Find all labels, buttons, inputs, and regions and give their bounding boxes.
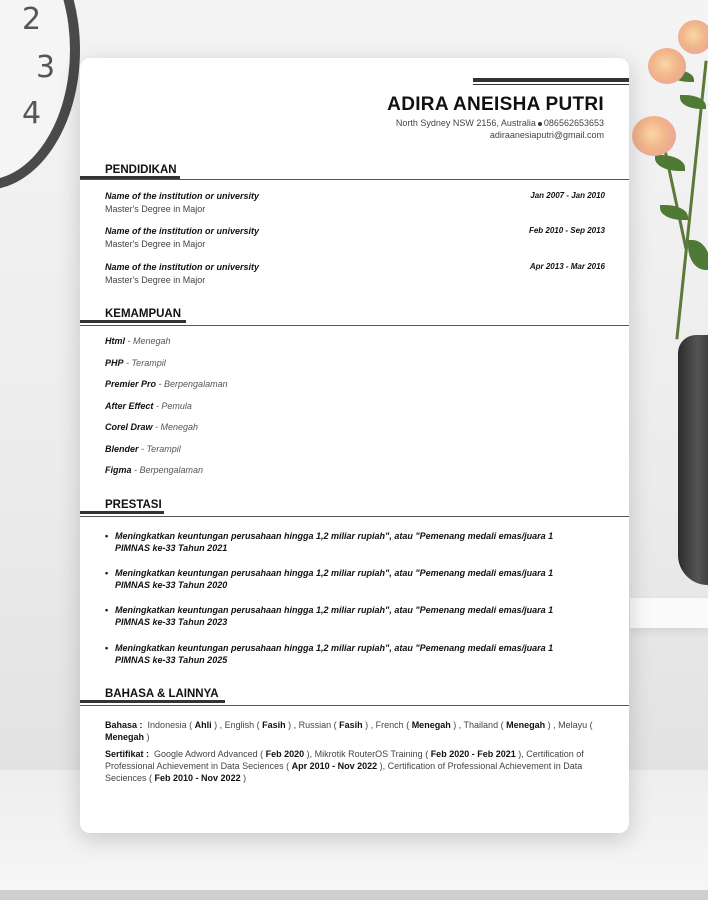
section-divider: [80, 705, 629, 706]
achievement-item: [105, 642, 595, 666]
degree: Master's Degree in Major: [105, 204, 206, 214]
clock-number: 3: [36, 50, 56, 85]
bullet-icon: •: [105, 531, 109, 541]
skill-separator: -: [123, 358, 132, 368]
education-item: [105, 191, 605, 214]
skill-item: [105, 401, 192, 411]
header-accent-bar: [473, 78, 629, 82]
section-underline: [80, 320, 186, 323]
certificates-label: Sertifikat :: [105, 749, 150, 759]
section-divider: [80, 179, 629, 180]
language-name: Melayu: [558, 720, 588, 730]
degree: Master's Degree in Major: [105, 275, 206, 285]
skill-level: Menegah: [160, 422, 199, 432]
certificate-date: Feb 2020 - Feb 2021: [430, 749, 516, 759]
contact-line: [396, 117, 604, 129]
section-title-skills: KEMAMPUAN: [105, 308, 182, 320]
education-date: Apr 2013 - Mar 2016: [529, 262, 605, 271]
skill-item: [105, 336, 171, 346]
skill-level: Menegah: [133, 336, 171, 346]
achievement-text: Meningkatkan keuntungan perusahaan hingga 1,2 miliar rupiah", atau "Pemenang medali emas/juara 1: [115, 568, 554, 578]
certificate-date: Apr 2010 - Nov 2022: [291, 761, 378, 771]
skill-name: PHP: [105, 358, 124, 368]
language-level: Fasih: [339, 720, 363, 730]
achievement-item: [105, 604, 595, 628]
language-name: Indonesia: [147, 720, 187, 730]
achievement-text: PIMNAS ke-33 Tahun 2025: [115, 655, 228, 665]
skill-separator: -: [156, 379, 165, 389]
certificate-name: Certification of Professional Achievement in Data Seciences: [105, 761, 583, 783]
clock-number: 4: [22, 96, 42, 131]
skill-name: Blender: [105, 444, 139, 454]
education-date: Feb 2010 - Sep 2013: [528, 226, 605, 235]
skill-name: Html: [105, 336, 125, 346]
language-name: English: [224, 720, 255, 730]
achievement-text: Meningkatkan keuntungan perusahaan hingga 1,2 miliar rupiah", atau "Pemenang medali emas/juara 1: [115, 605, 554, 615]
certificate-name: Google Adword Advanced: [154, 749, 258, 759]
section-title-education: PENDIDIKAN: [105, 164, 177, 176]
skill-item: [105, 465, 203, 475]
address: North Sydney NSW 2156, Australia: [395, 118, 536, 128]
contact-info: [396, 117, 604, 141]
certificate-name: Mikrotik RouterOS Training: [314, 749, 423, 759]
language-level: Menegah: [411, 720, 451, 730]
skill-item: [105, 379, 228, 389]
language-level: Menegah: [105, 732, 145, 742]
language-name: French: [375, 720, 404, 730]
skill-separator: -: [138, 444, 147, 454]
institution: Name of the institution or university: [105, 262, 260, 272]
achievement-item: [105, 567, 595, 591]
skill-level: Terampil: [146, 444, 181, 454]
phone: 086562653653: [543, 118, 604, 128]
section-title-achievements: PRESTASI: [105, 499, 162, 511]
resume-card: [80, 58, 629, 833]
certificate-name: Certification of Professional Achievement in Data Seciences: [105, 749, 584, 771]
flower: [632, 116, 676, 156]
section-title-languages: BAHASA & LAINNYA: [105, 688, 219, 700]
section-divider: [80, 516, 629, 517]
achievement-text: Meningkatkan keuntungan perusahaan hingga 1,2 miliar rupiah", atau "Pemenang medali emas/juara 1: [115, 531, 554, 541]
achievement-text: Meningkatkan keuntungan perusahaan hingga 1,2 miliar rupiah", atau "Pemenang medali emas/juara 1: [115, 643, 554, 653]
section-underline: [80, 700, 225, 703]
institution: Name of the institution or university: [105, 191, 260, 201]
institution: Name of the institution or university: [105, 226, 260, 236]
skill-separator: -: [125, 336, 133, 346]
separator-dot: [538, 122, 542, 126]
skill-item: [105, 358, 166, 368]
candidate-name: ADIRA ANEISHA PUTRI: [387, 94, 604, 115]
flower: [648, 48, 686, 84]
skill-name: Figma: [105, 465, 132, 475]
languages-label: Bahasa :: [105, 720, 143, 730]
shelf: [630, 598, 708, 628]
language-name: Russian: [298, 720, 332, 730]
section-divider: [80, 325, 629, 326]
skill-level: Pemula: [161, 401, 192, 411]
skill-level: Berpengalaman: [139, 465, 204, 475]
certificate-date: Feb 2020: [265, 749, 305, 759]
skill-item: [105, 422, 198, 432]
education-item: [105, 226, 605, 249]
language-level: Menegah: [506, 720, 546, 730]
skill-name: After Effect: [105, 401, 154, 411]
vase: [678, 335, 708, 585]
skill-name: Corel Draw: [105, 422, 153, 432]
bullet-icon: •: [105, 568, 109, 578]
achievement-text: PIMNAS ke-33 Tahun 2021: [115, 543, 228, 553]
skill-separator: -: [152, 422, 161, 432]
skill-item: [105, 444, 181, 454]
skill-separator: -: [131, 465, 140, 475]
skill-name: Premier Pro: [105, 379, 157, 389]
bullet-icon: •: [105, 643, 109, 653]
degree: Master's Degree in Major: [105, 239, 206, 249]
bullet-icon: •: [105, 605, 109, 615]
achievement-text: PIMNAS ke-33 Tahun 2023: [115, 617, 228, 627]
language-level: Ahli: [194, 720, 212, 730]
education-item: [105, 262, 605, 285]
flower: [678, 20, 708, 54]
clock-number: 2: [22, 2, 42, 37]
languages-block: Bahasa : Indonesia ( Ahli ) , English ( Fasih ) , Russian ( Fasih ) , French ( Menegah ) , Thailand ( Menegah ) , Melayu ( Menegah ): [105, 720, 593, 742]
skill-level: Terampil: [131, 358, 166, 368]
certificates-block: Sertifikat : Google Adword Advanced ( Feb 2020 ), Mikrotik RouterOS Training ( Feb 2020 - Feb 2021 ), Certification of Professional Achievement in Data Seciences ( Apr 2010 - Nov 2022 ), Certification of Professional Achievement in Data Seciences ( Feb 2010 - Nov 2022 ): [105, 749, 584, 783]
language-level: Fasih: [262, 720, 286, 730]
education-date: Jan 2007 - Jan 2010: [530, 191, 605, 200]
skill-level: Berpengalaman: [164, 379, 228, 389]
skill-separator: -: [153, 401, 162, 411]
email: adiraanesiaputri@gmail.com: [489, 130, 604, 140]
section-underline: [80, 511, 164, 514]
achievement-item: [105, 530, 595, 554]
achievement-text: PIMNAS ke-33 Tahun 2020: [115, 580, 228, 590]
header-accent-line: [473, 84, 629, 85]
bottom-frame: [0, 890, 708, 900]
certificate-date: Feb 2010 - Nov 2022: [154, 773, 241, 783]
language-name: Thailand: [463, 720, 499, 730]
